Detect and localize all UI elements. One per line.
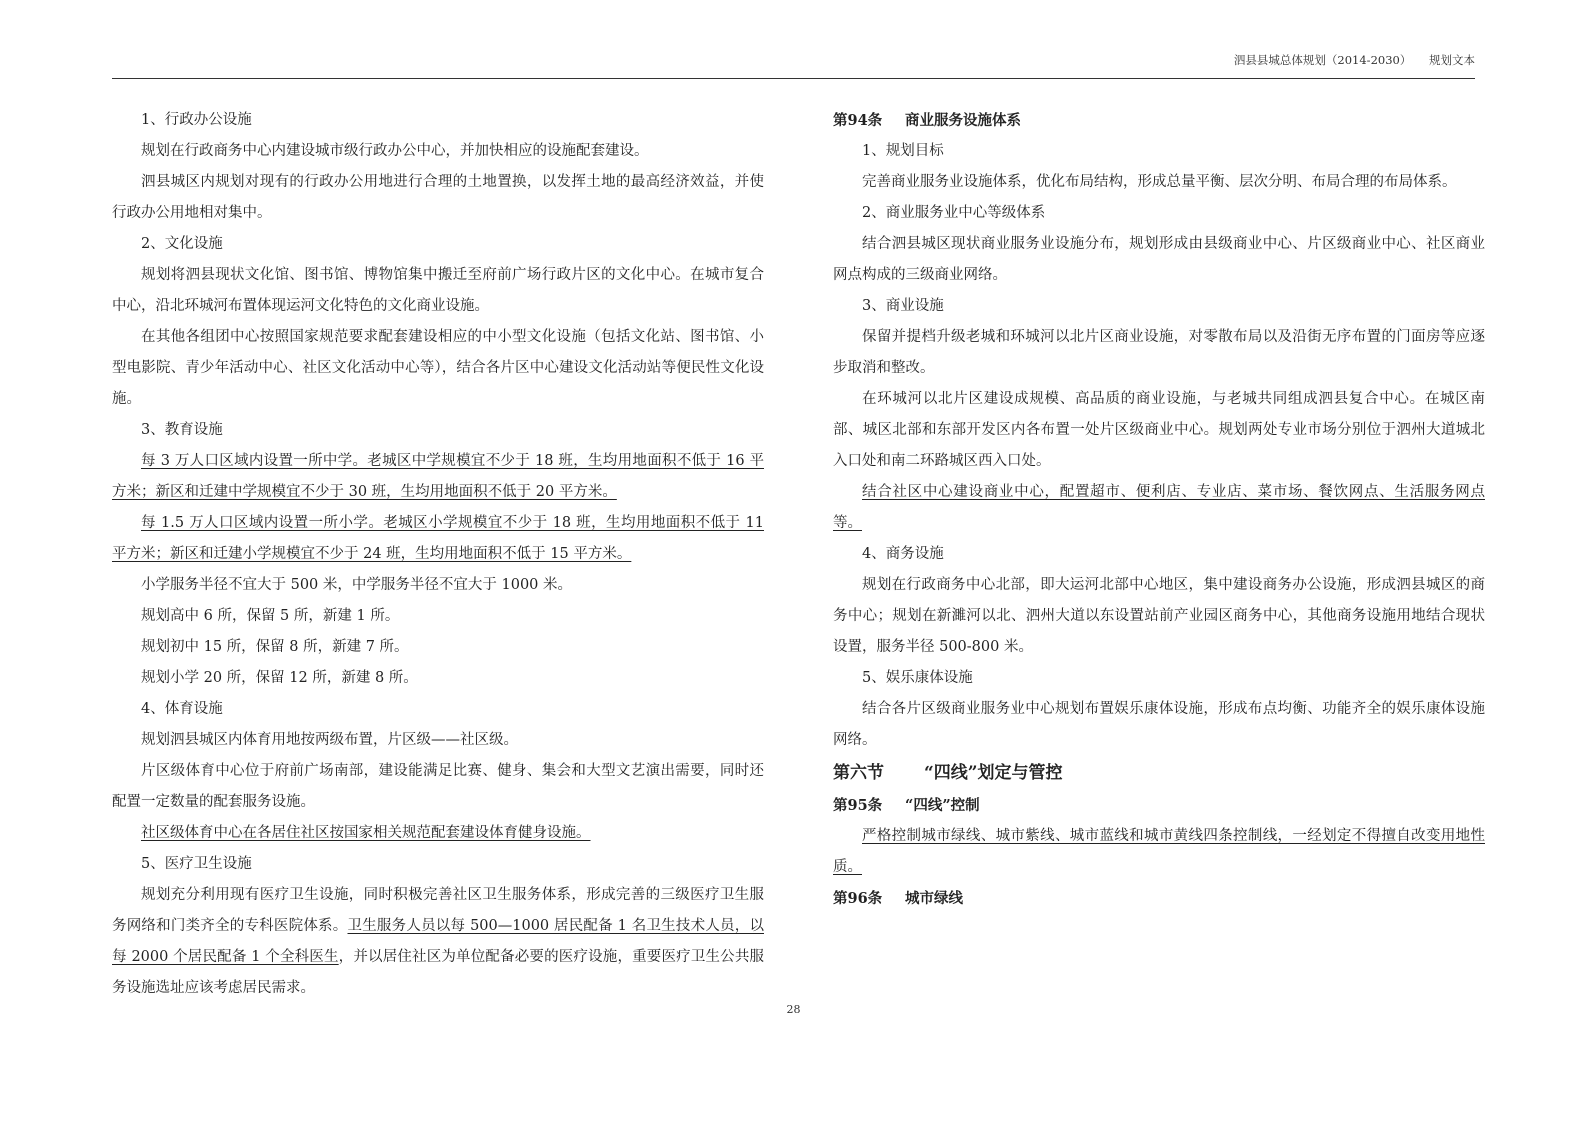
article-number: 第96条 xyxy=(833,890,883,907)
article-heading-95 xyxy=(833,790,1485,821)
page-header xyxy=(112,52,1475,79)
underlined-paragraph xyxy=(112,818,764,849)
item-heading: 3、教育设施 xyxy=(141,422,223,438)
paragraph: 规划泗县城区内体育用地按两级布置，片区级——社区级。 xyxy=(141,732,518,748)
item-heading: 4、体育设施 xyxy=(141,701,223,717)
paragraph: 结合各片区级商业服务业中心规划布置娱乐康体设施，形成布点均衡、功能齐全的娱乐康体设施网络。 xyxy=(833,701,1485,748)
paragraph xyxy=(112,880,764,1004)
underlined-paragraph: 每 1.5 万人口区域内设置一所小学。老城区小学规模宜不少于 18 班，生均用地面积不低于 11 平方米；新区和迁建小学规模宜不少于 24 班，生均用地面积不低于 15 平方米。 xyxy=(112,515,764,562)
underlined-text: 卫生服务人员以每 500—1000 居民配备 1 名卫生技术人员，以每 2000 个居民配备 1 个全科医生 xyxy=(112,918,764,965)
paragraph: 完善商业服务业设施体系，优化布局结构，形成总量平衡、层次分明、布局合理的布局体系。 xyxy=(862,174,1457,190)
section-title: “四线”划定与管控 xyxy=(924,763,1063,783)
section-number: 第六节 xyxy=(833,763,884,783)
item-heading: 5、娱乐康体设施 xyxy=(862,670,973,686)
article-title: 商业服务设施体系 xyxy=(905,112,1021,129)
paragraph: 泗县城区内规划对现有的行政办公用地进行合理的土地置换，以发挥土地的最高经济效益，并使行政办公用地相对集中。 xyxy=(112,174,764,221)
underlined-paragraph: 结合社区中心建设商业中心，配置超市、便利店、专业店、菜市场、餐饮网点、生活服务网点等。 xyxy=(833,484,1485,531)
paragraph: 小学服务半径不宜大于 500 米，中学服务半径不宜大于 1000 米。 xyxy=(141,577,573,593)
document-title: 泗县县城总体规划（2014-2030） xyxy=(1233,53,1412,67)
paragraph: 片区级体育中心位于府前广场南部，建设能满足比赛、健身、集会和大型文艺演出需要，同时还配置一定数量的配套服务设施。 xyxy=(112,763,764,810)
article-number: 第94条 xyxy=(833,112,883,129)
article-heading-94 xyxy=(833,105,1485,136)
paragraph: 规划小学 20 所，保留 12 所，新建 8 所。 xyxy=(141,670,418,686)
item-heading: 1、规划目标 xyxy=(862,143,944,159)
underlined-paragraph: 严格控制城市绿线、城市紫线、城市蓝线和城市黄线四条控制线，一经划定不得擅自改变用地性质。 xyxy=(833,828,1485,875)
paragraph: 规划高中 6 所，保留 5 所，新建 1 所。 xyxy=(141,608,400,624)
article-heading-96 xyxy=(833,883,1485,914)
paragraph: 保留并提档升级老城和环城河以北片区商业设施，对零散布局以及沿街无序布置的门面房等应逐步取消和整改。 xyxy=(833,329,1485,376)
left-column xyxy=(112,105,764,1004)
article-title: 城市绿线 xyxy=(905,890,963,907)
text: 规划充分利用现有医疗卫生设施，同时积极完善社区卫生服务体系，形成完善的三级医疗卫生服务网络和门类齐全的专科医院体系。 xyxy=(112,887,764,934)
paragraph: 规划在行政商务中心内建设城市级行政办公中心，并加快相应的设施配套建设。 xyxy=(141,143,649,159)
item-heading: 5、医疗卫生设施 xyxy=(141,856,252,872)
article-title: “四线”控制 xyxy=(905,797,980,814)
section-heading xyxy=(833,756,1485,790)
underlined-text: 社区级体育中心在各居住社区按国家相关规范配套建设体育健身设施。 xyxy=(141,825,591,841)
underlined-paragraph: 每 3 万人口区域内设置一所中学。老城区中学规模宜不少于 18 班，生均用地面积不低于 16 平方米；新区和迁建中学规模宜不少于 30 班，生均用地面积不低于 20 平方米。 xyxy=(112,453,764,500)
paragraph: 规划在行政商务中心北部，即大运河北部中心地区，集中建设商务办公设施，形成泗县城区的商务中心；规划在新濉河以北、泗州大道以东设置站前产业园区商务中心，其他商务设施用地结合现状设置，服务半径 500-800 米。 xyxy=(833,577,1485,655)
paragraph: 在环城河以北片区建设成规模、高品质的商业设施，与老城共同组成泗县复合中心。在城区南部、城区北部和东部开发区内各布置一处片区级商业中心。规划两处专业市场分别位于泗州大道城北入口处和南二环路城区西入口处。 xyxy=(833,391,1485,469)
item-heading: 3、商业设施 xyxy=(862,298,944,314)
article-number: 第95条 xyxy=(833,797,883,814)
right-column xyxy=(833,105,1485,914)
document-type: 规划文本 xyxy=(1429,53,1475,67)
paragraph: 在其他各组团中心按照国家规范要求配套建设相应的中小型文化设施（包括文化站、图书馆、小型电影院、青少年活动中心、社区文化活动中心等），结合各片区中心建设文化活动站等便民性文化设施。 xyxy=(112,329,764,407)
paragraph: 规划将泗县现状文化馆、图书馆、博物馆集中搬迁至府前广场行政片区的文化中心。在城市复合中心，沿北环城河布置体现运河文化特色的文化商业设施。 xyxy=(112,267,764,314)
item-heading: 1、行政办公设施 xyxy=(141,112,252,128)
paragraph: 结合泗县城区现状商业服务业设施分布，规划形成由县级商业中心、片区级商业中心、社区商业网点构成的三级商业网络。 xyxy=(833,236,1485,283)
item-heading: 2、商业服务业中心等级体系 xyxy=(862,205,1046,221)
page-number: 28 xyxy=(786,1003,801,1016)
item-heading: 2、文化设施 xyxy=(141,236,223,252)
paragraph: 规划初中 15 所，保留 8 所，新建 7 所。 xyxy=(141,639,409,655)
text: ，并以居住社区为单位配备必要的医疗设施，重要医疗卫生公共服务设施选址应该考虑居民需求。 xyxy=(112,949,765,996)
item-heading: 4、商务设施 xyxy=(862,546,944,562)
